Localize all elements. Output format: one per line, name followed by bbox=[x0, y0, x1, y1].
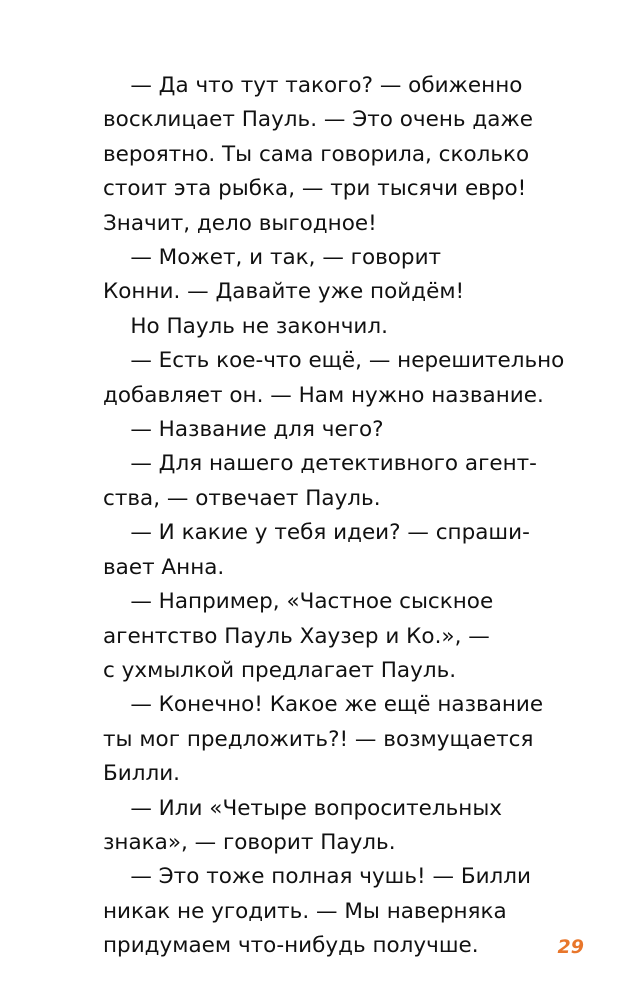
text-line: — Например, «Частное сыскное bbox=[103, 589, 494, 615]
text-line: Но Пауль не закончил. bbox=[103, 313, 388, 339]
body-text bbox=[103, 69, 573, 964]
text-line: добавляет он. — Нам нужно название. bbox=[103, 382, 544, 408]
text-line: никак не угодить. — Мы наверняка bbox=[103, 898, 507, 924]
text-line: — И какие у тебя идеи? — спраши- bbox=[103, 520, 530, 546]
text-line: ства, — отвечает Пауль. bbox=[103, 485, 381, 511]
text-line: стоит эта рыбка, — три тысячи евро! bbox=[103, 176, 527, 202]
text-line: агентство Пауль Хаузер и Ко.», — bbox=[103, 623, 490, 649]
text-line: Конни. — Давайте уже пойдём! bbox=[103, 279, 465, 305]
text-line: — Может, и так, — говорит bbox=[103, 245, 442, 271]
text-line: — Или «Четыре вопросительных bbox=[103, 795, 503, 821]
page-number: 29 bbox=[557, 936, 584, 958]
text-line: — Есть кое-что ещё, — нерешительно bbox=[103, 348, 565, 374]
text-line: — Конечно! Какое же ещё название bbox=[103, 692, 544, 718]
text-line: вает Анна. bbox=[103, 554, 225, 580]
text-line: вероятно. Ты сама говорила, сколько bbox=[103, 141, 530, 167]
text-line: Билли. bbox=[103, 761, 181, 787]
text-line: — Название для чего? bbox=[103, 417, 384, 443]
text-line: — Для нашего детективного агент- bbox=[103, 451, 537, 477]
text-line: — Да что тут такого? — обиженно bbox=[103, 73, 523, 98]
text-line: придумаем что-нибудь получше. bbox=[103, 933, 479, 959]
text-line: — Это тоже полная чушь! — Билли bbox=[103, 864, 531, 890]
text-line: с ухмылкой предлагает Пауль. bbox=[103, 657, 457, 683]
text-line: восклицает Пауль. — Это очень даже bbox=[103, 107, 534, 133]
text-line: знака», — говорит Пауль. bbox=[103, 829, 396, 855]
text-line: ты мог предложить?! — возмущается bbox=[103, 726, 534, 752]
text-line: Значит, дело выгодное! bbox=[103, 210, 377, 236]
